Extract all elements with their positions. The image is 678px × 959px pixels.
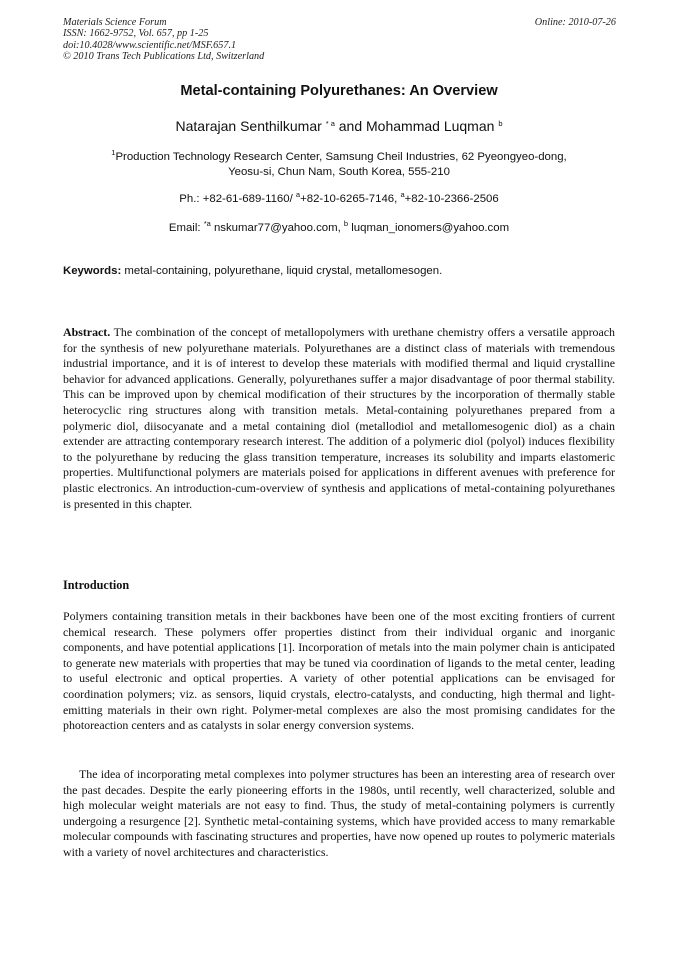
journal-copyright: © 2010 Trans Tech Publications Ltd, Switzerland [63, 51, 265, 63]
author-2-mark: b [498, 119, 503, 128]
section-heading-introduction: Introduction [63, 578, 130, 592]
email-mark-b: b [343, 219, 349, 228]
online-date: Online: 2010-07-26 [534, 17, 616, 28]
phone-mark-a: a [295, 190, 301, 199]
author-line [0, 118, 678, 134]
phone-prefix: Ph.: +82-61-689-1160/ [179, 193, 296, 205]
email-line [0, 219, 678, 234]
journal-header [63, 17, 264, 63]
journal-issn: ISSN: 1662-9752, Vol. 657, pp 1-25 [63, 28, 209, 40]
email-label: Email: [168, 222, 204, 234]
author-1: Natarajan Senthilkumar [175, 118, 322, 134]
affiliation-line-1: Production Technology Research Center, Samsung Cheil Industries, 62 Pyeongyeo-dong, [115, 151, 567, 163]
author-2: Mohammad Luqman [366, 118, 495, 134]
affiliation-mark: 1 [111, 148, 116, 157]
email-mark-a: *a [203, 219, 211, 228]
phone-a: +82-10-6265-7146, [300, 193, 401, 205]
affiliation-line-2: Yeosu-si, Chun Nam, South Korea, 555-210 [228, 166, 450, 178]
intro-paragraph-1: Polymers containing transition metals in their backbones have been one of the most exciting frontiers of current chemical research. These polymers offer properties distinct from their individual organic and inorganic components, and have potential applications [1]. Incorporation of metals into the main polymer chain is anticipated to generate new materials with properties that may be tuned via coordination of ligands to the metal center, leading to useful electronic and optical properties. A variety of other potential applications can be envisaged for coordination polymers; viz. as sensors, liquid crystals, electro-catalysts, and conducting, high thermal and light-emitting materials in their own right. Polymer-metal complexes are also the most promising candidates for the photoreaction centers and as catalysts in solar energy conversion systems. [63, 609, 615, 733]
paper-title: Metal-containing Polyurethanes: An Overview [180, 83, 498, 99]
journal-doi: doi:10.4028/www.scientific.net/MSF.657.1 [63, 39, 237, 51]
email-a: nskumar77@yahoo.com, [210, 222, 344, 234]
keywords [63, 265, 623, 277]
journal-name: Materials Science Forum [63, 17, 167, 28]
keywords-label: Keywords: [63, 265, 122, 277]
keywords-text: metal-containing, polyurethane, liquid crystal, metallomesogen. [121, 265, 443, 277]
phone-mark-b: a [400, 190, 405, 199]
affiliation [0, 150, 678, 180]
phone-line [0, 190, 678, 205]
phone-b: +82-10-2366-2506 [404, 193, 499, 205]
abstract [63, 325, 615, 512]
author-connector: and [334, 118, 367, 134]
intro-paragraph-2: The idea of incorporating metal complexes into polymer structures has been an interesting area of research over the past decades. Despite the early pioneering efforts in the 1980s, until recently, well characterized, soluble and high molecular weight materials are not easy to find. Thus, the study of metal-containing polymers is currently undergoing a resurgence [2]. Synthetic metal-containing systems, which have provided access to many remarkable molecular compounds with fascinating structures and properties, have now opened up routes to polymeric materials with a variety of novel architectures and characteristics. [63, 767, 615, 859]
email-b: luqman_ionomers@yahoo.com [348, 222, 510, 234]
abstract-text: The combination of the concept of metallopolymers with urethane chemistry offers a versatile approach for the synthesis of new polyurethane materials. Polyurethanes are a distinct class of materials with tremendous industrial importance, and it is of interest to develop these materials with modified thermal and liquid crystalline behavior for advanced applications. Generally, polyurethanes suffer a major disadvantage of poor thermal stability. This can be improved upon by chemical modification of their structures by the incorporation of thermally stable heterocyclic ring structures along with transition metals. Metal-containing polyurethanes prepared from a polymeric diol, diisocyanate and a metal containing diol (metallodiol and metallomesogenic diol) as a chain extender are attracting contemporary research interest. The addition of a polymeric diol (polyol) induces flexibility to the polyurethane by reducing the glass transition temperature, increases its solubility and imparts elastomeric properties. Multifunctional polymers are materials poised for applications in different avenues with preference for plastic electronics. An introduction-cum-overview of synthesis and applications of metal-containing polyurethanes is presented in this chapter. [63, 325, 615, 511]
abstract-label: Abstract. [63, 325, 111, 339]
author-1-marks: * a [325, 119, 335, 128]
